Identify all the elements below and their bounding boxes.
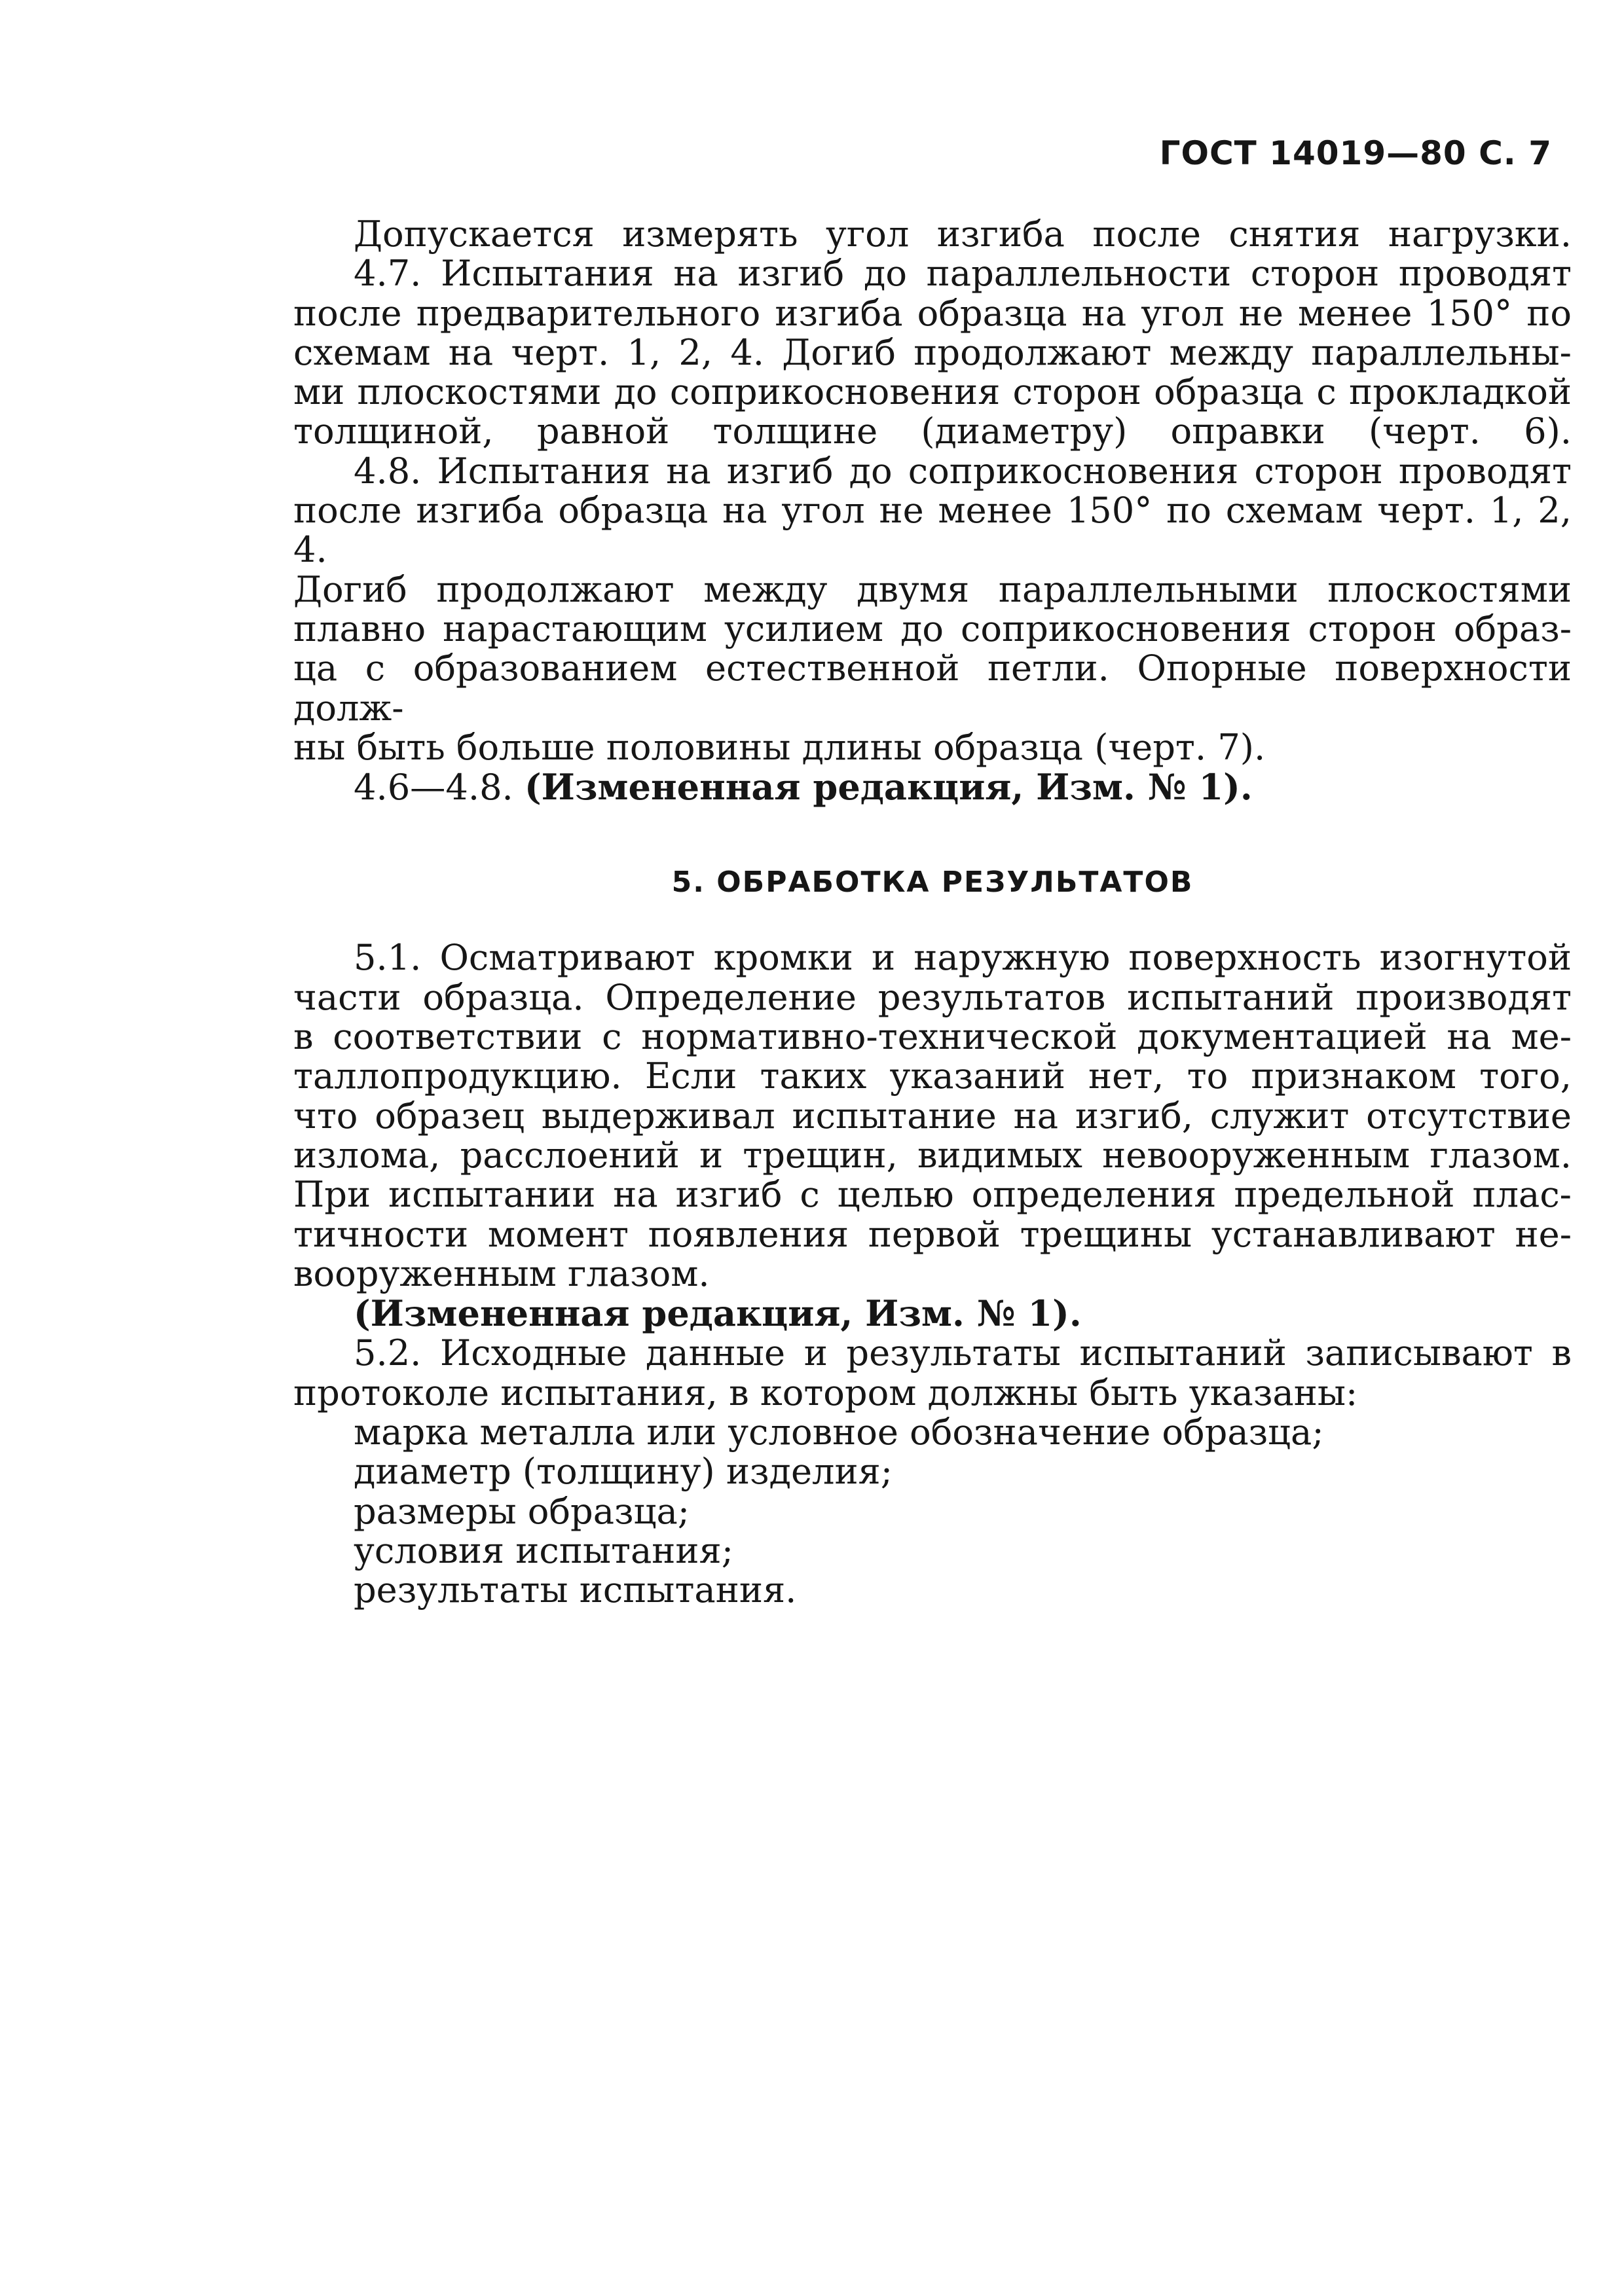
text-line: 4.7. Испытания на изгиб до параллельности сторон проводят (354, 253, 1572, 295)
section-heading: 5. ОБРАБОТКА РЕЗУЛЬТАТОВ (671, 866, 1194, 900)
text-line: после предварительного изгиба образца на угол не менее 150° по (293, 292, 1572, 334)
text-line: Догиб продолжают между двумя параллельными плоскостями (293, 568, 1572, 610)
text-line: ми плоскостями до соприкосновения сторон образца с прокладкой (293, 371, 1572, 413)
amendment-text: (Измененная редакция, Изм. № 1). (354, 1292, 1082, 1335)
paragraph-4-8 (293, 452, 1572, 491)
text-line: таллопродукцию. Если таких указаний нет, то признаком того, (293, 1055, 1572, 1097)
paragraph-5-2-cont (293, 1374, 1572, 1413)
text-line: 5.1. Осматривают кромки и наружную поверхность изогнутой (354, 937, 1572, 979)
text-line: протоколе испытания, в котором должны быть указаны: (293, 1372, 1358, 1413)
paragraph-4-8-cont (293, 491, 1572, 767)
text-line: что образец выдерживал испытание на изгиб, служит отсутствие (293, 1095, 1572, 1137)
text-line: части образца. Определение результатов испытаний производят (293, 976, 1572, 1018)
document-body (293, 215, 1572, 1611)
text-line: вооруженным глазом. (293, 1252, 710, 1294)
text-line: ны быть больше половины длины образца (черт. 7). (293, 726, 1266, 768)
text-line: в соответствии с нормативно-технической документацией на ме- (293, 1016, 1572, 1058)
list-item: размеры образца; (354, 1490, 690, 1532)
amendment-prefix: 4.6—4.8. (354, 767, 513, 809)
text-line: излома, расслоений и трещин, видимых невооруженным глазом. (293, 1134, 1572, 1176)
protocol-items-list (293, 1413, 1572, 1610)
paragraph-5-1 (293, 938, 1572, 977)
text-line: после изгиба образца на угол не менее 150° по схемам черт. 1, 2, 4. (293, 490, 1572, 571)
amendment-note-4-6-4-8 (293, 767, 1572, 807)
text-line: плавно нарастающим усилием до соприкосновения сторон образ- (293, 608, 1572, 649)
text-line: толщиной, равной толщине (диаметру) оправки (черт. 6). (293, 410, 1572, 452)
text-line: При испытании на изгиб с целью определения предельной плас- (293, 1174, 1572, 1216)
text-line: схемам на черт. 1, 2, 4. Догиб продолжают между параллельны- (293, 331, 1572, 373)
list-item: результаты испытания. (354, 1569, 797, 1611)
list-item: марка металла или условное обозначение образца; (354, 1412, 1324, 1453)
text-line: 4.8. Испытания на изгиб до соприкосновения сторон проводят (354, 450, 1572, 492)
paragraph-4-6-end (293, 215, 1572, 254)
page-header: ГОСТ 14019—80 С. 7 (1159, 134, 1552, 172)
list-item: диаметр (толщину) изделия; (354, 1451, 893, 1493)
paragraph-5-1-cont (293, 978, 1572, 1294)
amendment-text: (Измененная редакция, Изм. № 1). (525, 766, 1253, 809)
text-line: тичности момент появления первой трещины устанавливают не- (293, 1213, 1572, 1255)
paragraph-4-7-cont (293, 294, 1572, 452)
text-line: 5.2. Исходные данные и результаты испытаний записывают в (354, 1332, 1572, 1374)
list-item: условия испытания; (354, 1529, 733, 1571)
amendment-note-5-1 (293, 1294, 1572, 1334)
text-line: ца с образованием естественной петли. Опорные поверхности долж- (293, 647, 1572, 729)
paragraph-5-2 (293, 1334, 1572, 1373)
paragraph-4-7 (293, 254, 1572, 293)
text-line: Допускается измерять угол изгиба после снятия нагрузки. (354, 213, 1572, 255)
